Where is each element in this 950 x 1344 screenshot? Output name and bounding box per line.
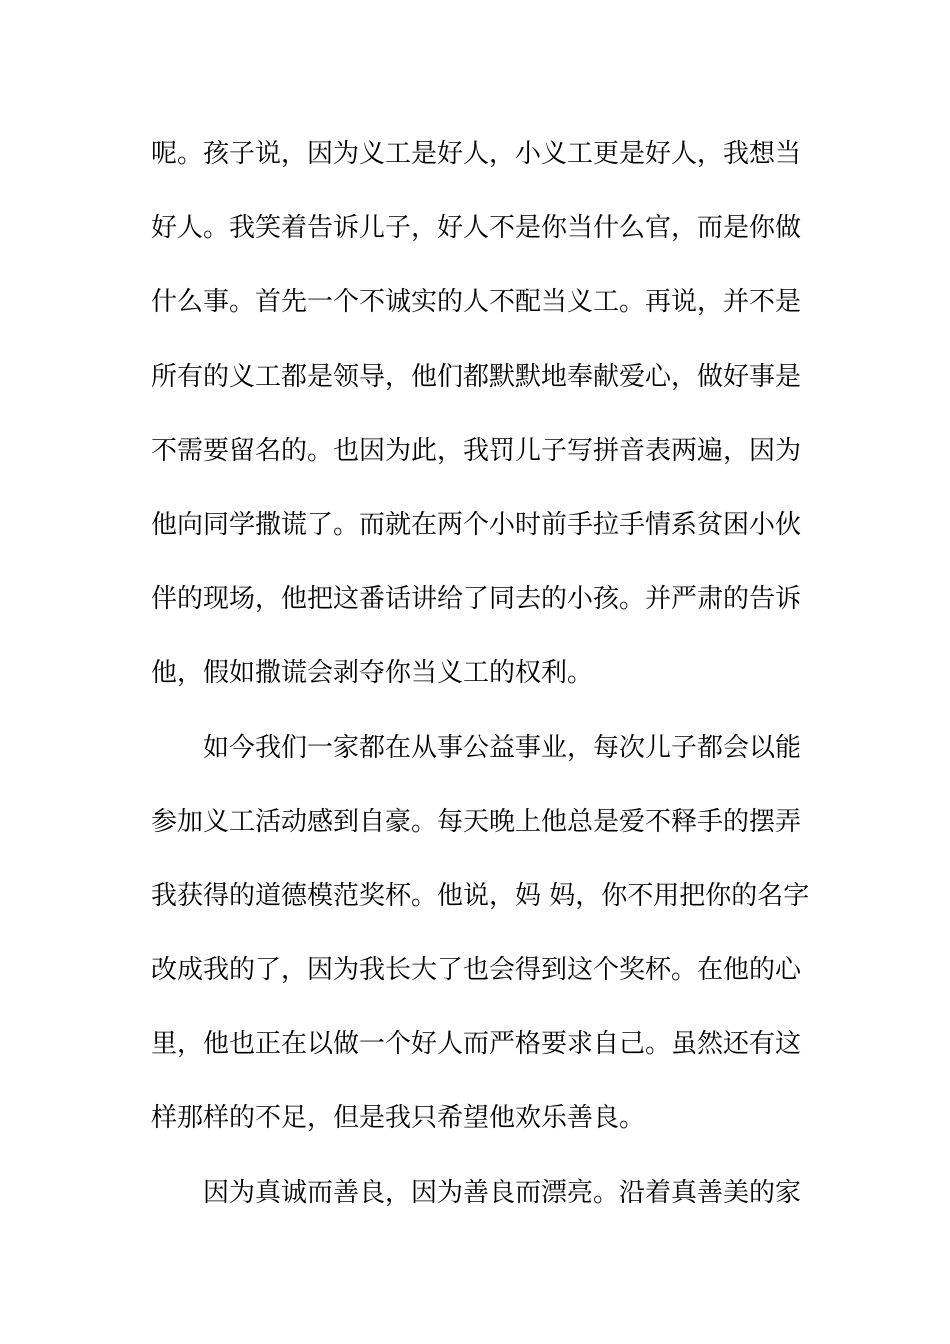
text-line: 里，他也正在以做一个好人而严格要求自己。虽然还有这: [151, 1029, 802, 1060]
text-line: 伴的现场，他把这番话讲给了同去的小孩。并严肃的告诉: [151, 584, 802, 615]
text-line: 呢。孩子说，因为义工是好人，小义工更是好人，我想当: [151, 139, 802, 169]
text-line: 改成我的了，因为我长大了也会得到这个奖杯。在他的心: [151, 955, 802, 986]
text-line: 所有的义工都是领导，他们都默默地奉献爱心，做好事是: [151, 361, 802, 392]
text-line: 他向同学撒谎了。而就在两个小时前手拉手情系贫困小伙: [151, 509, 802, 540]
text-line: 不需要留名的。也因为此，我罚儿子写拼音表两遍，因为: [151, 435, 802, 466]
text-line: 我获得的道德模范奖杯。他说，妈 妈，你不用把你的名字: [151, 880, 810, 911]
text-line: 参加义工活动感到自豪。每天晚上他总是爱不释手的摆弄: [151, 806, 802, 837]
text-line: 样那样的不足，但是我只希望他欢乐善良。: [151, 1103, 646, 1134]
text-line: 什么事。首先一个不诚实的人不配当义工。再说，并不是: [151, 287, 802, 318]
text-line: 好人。我笑着告诉儿子，好人不是你当什么官，而是你做: [151, 213, 802, 244]
text-line: 他，假如撒谎会剥夺你当义工的权利。: [151, 658, 594, 689]
body-text: [151, 122, 811, 1235]
paragraph-start-line: 因为真诚而善良，因为善良而漂亮。沿着真善美的家: [203, 1177, 802, 1208]
paragraph-start-line: 如今我们一家都在从事公益事业，每次儿子都会以能: [203, 732, 802, 763]
